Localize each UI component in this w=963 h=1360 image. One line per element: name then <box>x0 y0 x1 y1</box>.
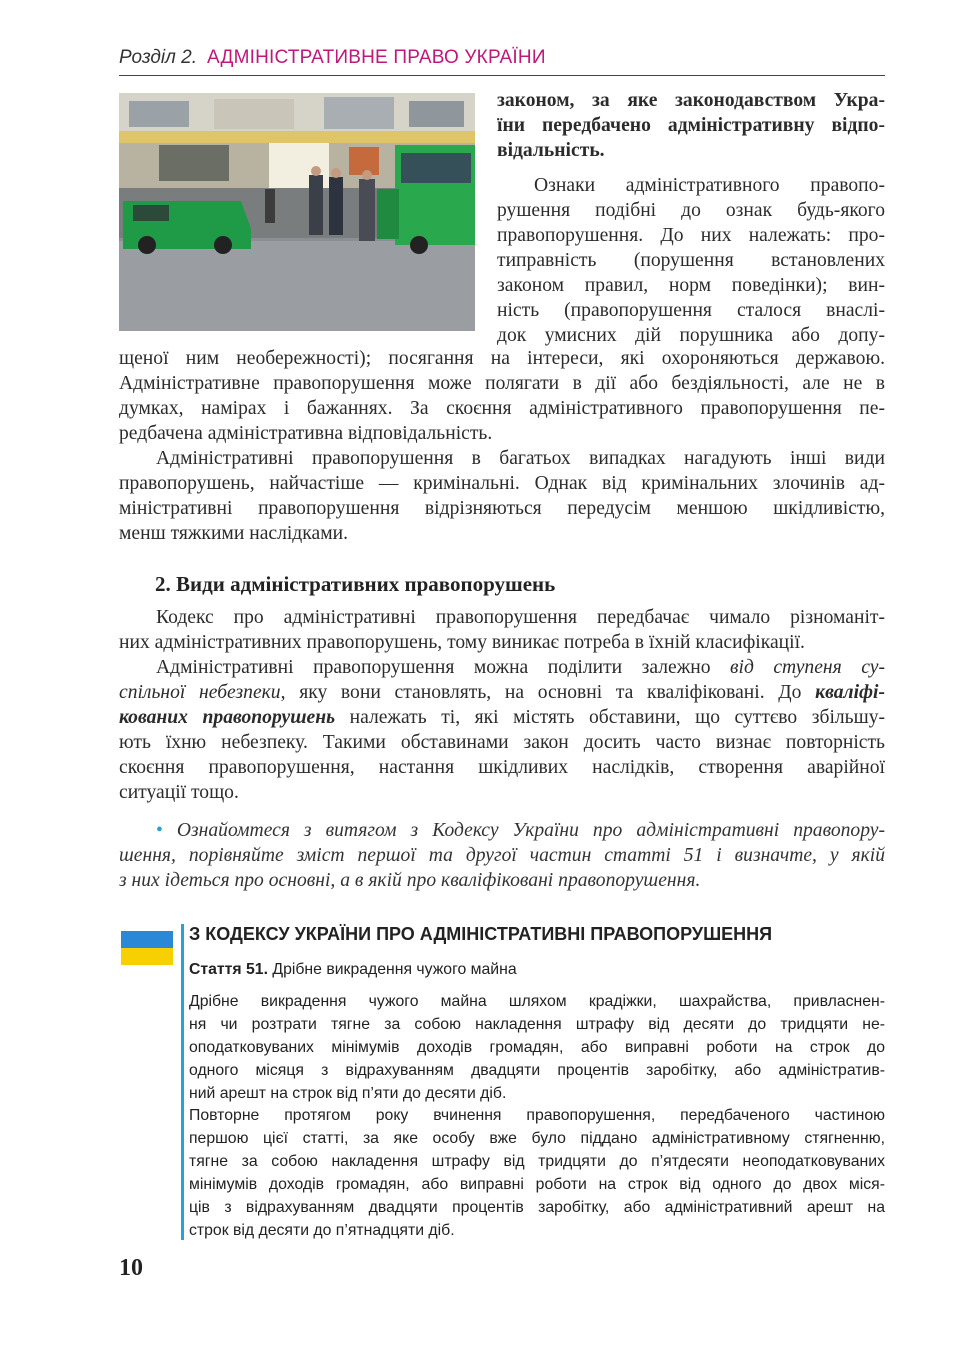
paragraph-signs-continued <box>119 346 885 446</box>
text-line: ситуації тощо. <box>119 782 239 803</box>
section-heading: 2. Види адміністративних правопорушень <box>155 572 556 596</box>
text-line: тягне за собою накладення штрафу від тридцяти до п’ятдесяти неоподатковуваних <box>189 1153 885 1170</box>
text-line: одного місяця з відрахуванням двадцяти процентів заробітку, або адміністратив- <box>189 1062 885 1079</box>
text-line: них адміністративних правопорушень, тому виникає потреба в їхній класифікації. <box>119 632 805 653</box>
article-part-1 <box>189 990 885 1105</box>
text-line: правопорушень, найчастіше — кримінальні. Однак від кримінальних злочинів ад- <box>119 473 885 494</box>
text-line: ють їхню небезпеку. Такими обставинами закон досить часто визнає повторність <box>119 732 885 753</box>
text-line: ність (правопорушення сталося внаслі- <box>497 300 885 321</box>
text-run: Адміністративні правопорушення можна поділити залежно <box>156 657 731 678</box>
text-line: Дрібне викрадення чужого майна шляхом крадіжки, шахрайства, привласнен- <box>189 993 885 1010</box>
text-line: першою цієї статті, за яке особу вже було піддано адміністративному стягненню, <box>189 1130 885 1147</box>
running-header <box>119 47 885 76</box>
ukraine-flag-icon <box>121 931 173 965</box>
text-line: мінімумів доходів громадян, або виправні роботи на строк від одного до двох міся- <box>189 1176 885 1193</box>
street-photo <box>119 93 475 331</box>
text-run: належать ті, які містять обставини, що суттєво збільшу- <box>335 707 886 728</box>
italic-term: спільної небезпеки <box>119 682 281 703</box>
paragraph-comparison <box>119 446 885 546</box>
article-part-2 <box>189 1104 885 1242</box>
paragraph-signs <box>497 173 885 348</box>
text-line: з них ідеться про основні, а в якій про кваліфіковані правопорушення. <box>119 870 701 891</box>
text-line: законом, за яке законодавством Укра- <box>497 90 885 111</box>
text-line <box>119 705 885 730</box>
italic-term: від ступеня су- <box>730 657 885 678</box>
text-line: ня чи розтрати тягне за собою накладення штрафу від десяти до тридцяти не- <box>189 1016 885 1033</box>
intro-bold <box>497 88 885 163</box>
paragraph-classification <box>119 655 885 805</box>
text-line: Кодекс про адміністративні правопорушення передбачає чимало різноманіт- <box>156 607 885 628</box>
text-line: шення, порівняйте зміст першої та другої частин статті 51 і визначте, у якій <box>119 845 885 866</box>
text-line <box>119 680 885 705</box>
text-line: рушення подібні до ознак будь-якого <box>497 200 885 221</box>
chapter-title: АДМІНІСТРАТИВНЕ ПРАВО УКРАЇНИ <box>207 47 546 68</box>
text-line: менш тяжкими наслідками. <box>119 523 348 544</box>
text-line: оподатковуваних мінімумів доходів громадян, або виправні роботи на строк до <box>189 1039 885 1056</box>
text-line: ний арешт на строк від п’яти до десяти діб. <box>189 1085 507 1102</box>
text-line: ців з відрахуванням двадцяти процентів заробітку, або адміністративний арешт на <box>189 1199 885 1216</box>
text-line: відальність. <box>497 140 605 161</box>
text-line: док умисних дій порушника або допу- <box>497 325 885 346</box>
article-label: Стаття 51. <box>189 961 268 978</box>
paragraph-code <box>119 605 885 655</box>
text-run: , яку вони становлять, на основні та кваліфіковані. До <box>280 682 816 703</box>
text-line: типравність (порушення встановлених <box>497 250 885 271</box>
bullet-icon: • <box>156 820 163 841</box>
page-number: 10 <box>119 1255 143 1281</box>
text-line: редбачена адміністративна відповідальність. <box>119 423 493 444</box>
text-line: їни передбачено адміністративну відпо- <box>497 115 885 136</box>
text-line <box>119 818 885 843</box>
bold-italic-term: кваліфі- <box>815 682 886 703</box>
text-line: Повторне протягом року вчинення правопорушення, передбаченого частиною <box>189 1107 885 1124</box>
code-excerpt-title: З КОДЕКСУ УКРАЇНИ ПРО АДМІНІСТРАТИВНІ ПРАВОПОРУШЕННЯ <box>189 924 773 944</box>
text-line: міністративні правопорушення відрізняються передусім меншою шкідливістю, <box>119 498 885 519</box>
text-line: скоєння правопорушення, настання шкідливих наслідків, створення аварійної <box>119 757 885 778</box>
text-line: правопорушення. До них належать: про- <box>497 225 885 246</box>
text-line: щеної ним необережності); посягання на інтереси, які охороняються державою. <box>119 348 885 369</box>
bold-italic-term: кованих правопорушень <box>119 707 336 728</box>
text-line: Адміністративне правопорушення може полягати в дії або бездіяльності, але не в <box>119 373 885 394</box>
text-line <box>119 655 885 680</box>
text-line: Ознаки адміністративного правопо- <box>534 175 885 196</box>
text-run: Ознайомтеся з витягом з Кодексу України про адміністративні правопору- <box>176 820 885 841</box>
article-heading <box>189 961 517 979</box>
article-title: Дрібне викрадення чужого майна <box>272 961 517 978</box>
text-line: Адміністративні правопорушення в багатьох випадках нагадують інші види <box>156 448 885 469</box>
task-block <box>119 818 885 893</box>
quote-bar <box>181 924 184 1240</box>
text-line: думках, намірах і бажаннях. За скоєння адміністративного правопорушення пе- <box>119 398 885 419</box>
section-label: Розділ 2. <box>119 47 197 68</box>
text-line: законом правил, норм поведінки); вин- <box>497 275 885 296</box>
text-line: строк від десяти до п’ятнадцяти діб. <box>189 1222 455 1239</box>
